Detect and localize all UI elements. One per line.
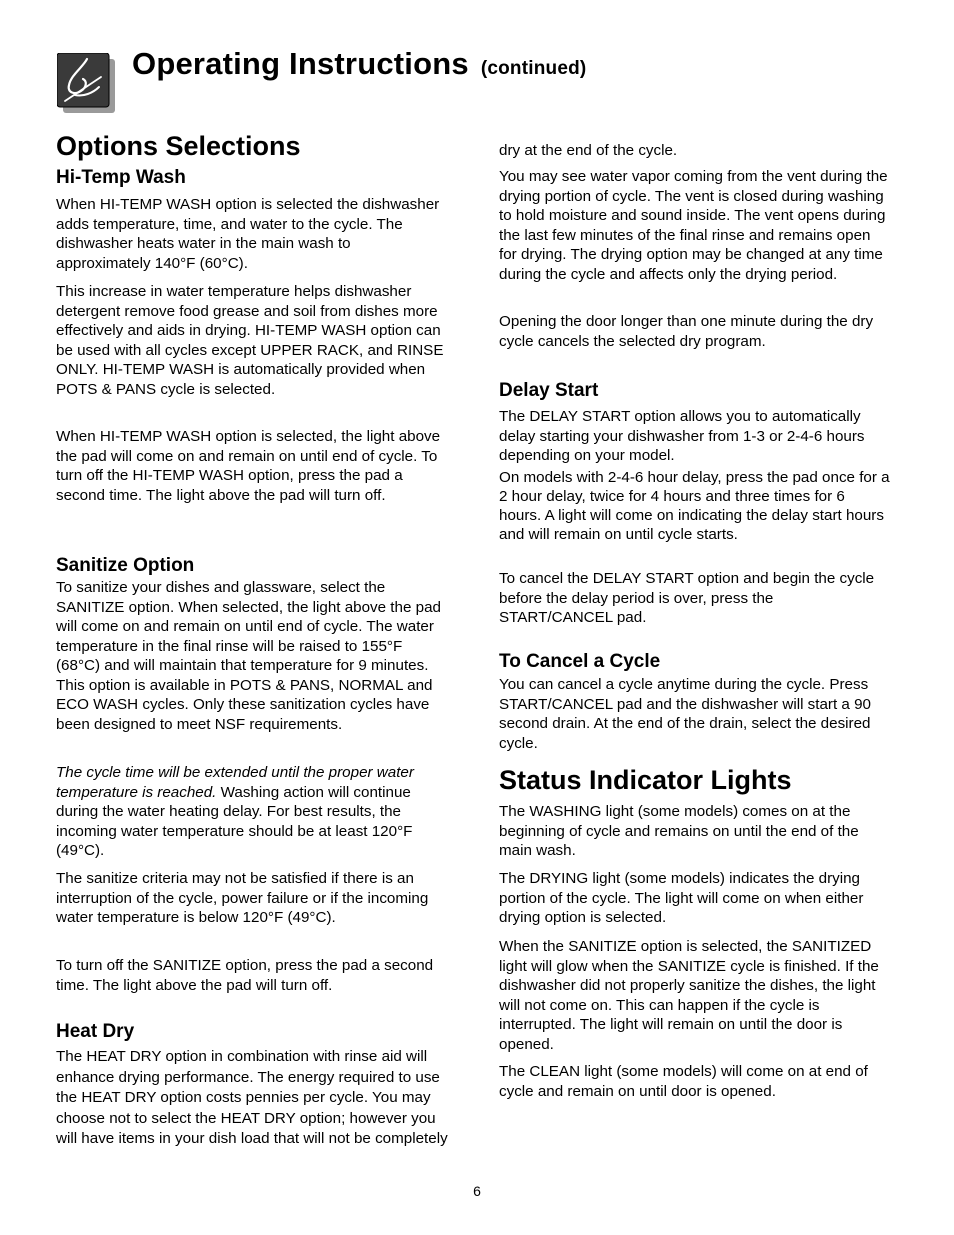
sanitize-paragraph-3: The sanitize criteria may not be satisfied if there is an interruption of the cycle, power failure or if the incoming water temperature is below 120°F (49°C). bbox=[56, 870, 429, 926]
options-selections-heading: Options Selections bbox=[56, 131, 301, 161]
delay-start-heading: Delay Start bbox=[499, 380, 599, 401]
delay-start-paragraph-1: The DELAY START option allows you to automatically delay starting your dishwasher from 1-3 or 2-4-6 hours depending on your model. bbox=[499, 408, 865, 464]
status-indicator-lights-heading: Status Indicator Lights bbox=[499, 765, 792, 795]
heat-dry-paragraph-1: The HEAT DRY option in combination with rinse aid will enhance drying performance. The energy required to use the HEAT DRY option costs pennies per cycle. You may choose not to select the HEAT DRY option; however you will have items in your dish load that will not be completely bbox=[56, 1048, 448, 1147]
heat-dry-continued-paragraph-2: You may see water vapor coming from the vent during the drying portion of cycle. The vent is closed during washing to hold moisture and sound inside. The vent opens during the last few minutes of the final rinse and remains open for drying. The drying option may be changed at any time during the cycle and affects only the drying period. bbox=[499, 168, 888, 283]
hi-temp-wash-paragraph-3: When HI-TEMP WASH option is selected, the light above the pad will come on and remain on until end of cycle. To turn off the HI-TEMP WASH option, press the pad a second time. The light above the pad will turn off. bbox=[56, 428, 441, 504]
status-paragraph-3: When the SANITIZE option is selected, the SANITIZED light will glow when the SANITIZE cycle is finished. If the dishwasher did not properly sanitize the dishes, the light will not come on. This can happen if the cycle is interrupted. The light will remain on until the door is opened. bbox=[499, 938, 879, 1053]
delay-start-paragraph-2: On models with 2-4-6 hour delay, press the pad once for a 2 hour delay, twice for 4 hours and three times for 6 hours. A light will come on indicating the delay start hours and will remain on until cycle starts. bbox=[499, 469, 890, 543]
delay-start-paragraph-3: To cancel the DELAY START option and begin the cycle before the delay period is over, press the START/CANCEL pad. bbox=[499, 570, 875, 626]
sanitize-paragraph-1: To sanitize your dishes and glassware, select the SANITIZE option. When selected, the light above the pad will come on and remain on until end of cycle. The water temperature in the final rinse will be raised to 155°F (68°C) and will maintain that temperature for 9 minutes. This option is available in POTS & PANS, NORMAL and ECO WASH cycles. Only these sanitization cycles have been designed to meet NSF requirements. bbox=[56, 579, 441, 733]
status-paragraph-4: The CLEAN light (some models) will come on at end of cycle and remain on until door is opened. bbox=[499, 1063, 868, 1100]
sanitize-paragraph-2 bbox=[56, 763, 448, 861]
page-title-text: Operating Instructions bbox=[132, 46, 469, 81]
cancel-cycle-heading: To Cancel a Cycle bbox=[499, 651, 661, 672]
heat-dry-continued-paragraph-3: Opening the door longer than one minute during the dry cycle cancels the selected dry program. bbox=[499, 313, 874, 350]
heat-dry-heading: Heat Dry bbox=[56, 1021, 135, 1042]
page-title bbox=[132, 46, 586, 82]
cancel-cycle-paragraph-1: You can cancel a cycle anytime during the cycle. Press START/CANCEL pad and the dishwasher will start a 90 second drain. At the end of the drain, select the desired cycle. bbox=[499, 676, 871, 752]
status-paragraph-2: The DRYING light (some models) indicates the drying portion of the cycle. The light will come on when either drying option is selected. bbox=[499, 870, 864, 926]
sanitize-paragraph-2-rest: Washing action will continue during the water heating delay. For best results, the incoming water temperature should be at least 120°F (49°C). bbox=[56, 783, 413, 859]
hi-temp-wash-heading: Hi-Temp Wash bbox=[56, 167, 186, 188]
dishwasher-manual-icon bbox=[57, 53, 115, 113]
hi-temp-wash-paragraph-2: This increase in water temperature helps dishwasher detergent remove food grease and soil from dishes more effectively and aids in drying. HI-TEMP WASH option can be used with all cycles except UPPER RACK, and RINSE ONLY. HI-TEMP WASH is automatically provided when POTS & PANS cycle is selected. bbox=[56, 283, 444, 398]
sanitize-option-heading: Sanitize Option bbox=[56, 555, 195, 576]
page-subtitle: (continued) bbox=[480, 58, 587, 79]
sanitize-italic-note: The cycle time will be extended until the proper water temperature is reached. bbox=[56, 764, 414, 801]
heat-dry-continued-paragraph-1: dry at the end of the cycle. bbox=[499, 142, 678, 159]
page-number: 6 bbox=[473, 1183, 481, 1199]
hi-temp-wash-paragraph-1: When HI-TEMP WASH option is selected the dishwasher adds temperature, time, and water to the cycle. The dishwasher heats water in the main wash to approximately 140°F (60°C). bbox=[56, 196, 440, 272]
status-paragraph-1: The WASHING light (some models) comes on at the beginning of cycle and remains on until the end of the main wash. bbox=[499, 803, 859, 859]
sanitize-paragraph-4: To turn off the SANITIZE option, press the pad a second time. The light above the pad will turn off. bbox=[56, 957, 434, 994]
